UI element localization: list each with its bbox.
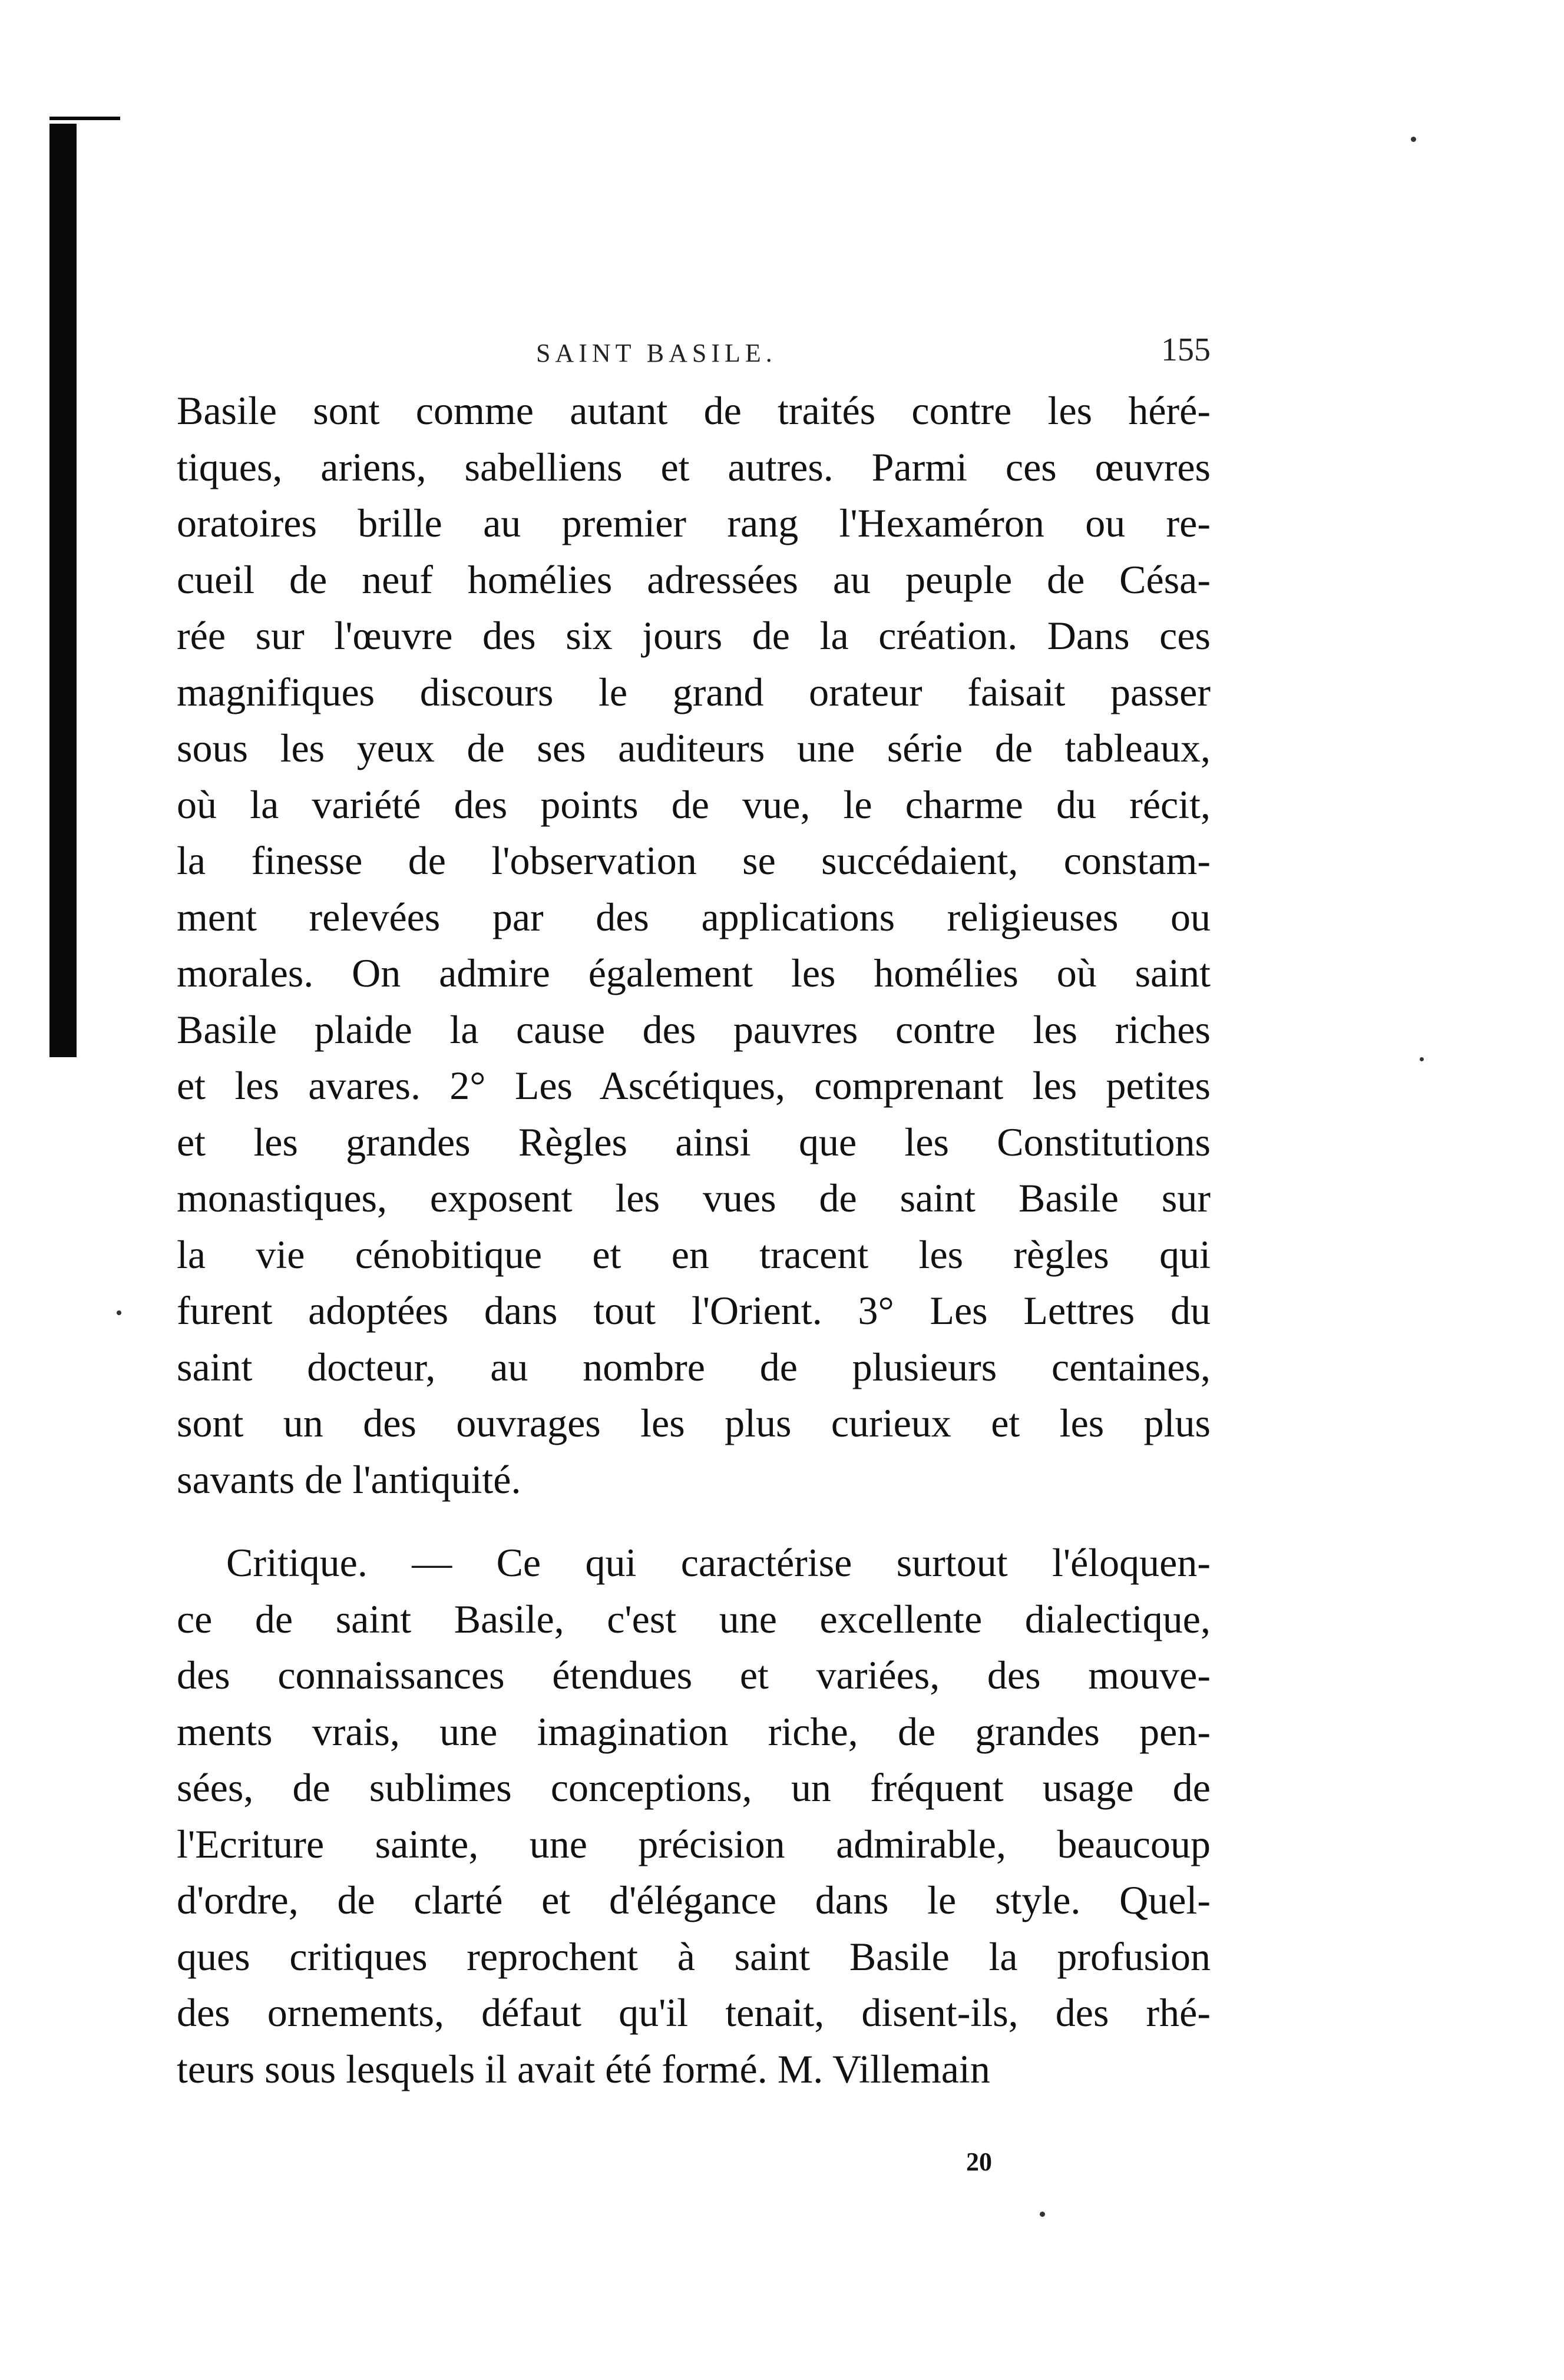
text-line: tiques, ariens, sabelliens et autres. Parmi ces œuvres xyxy=(177,444,1211,489)
text-line: la vie cénobitique et en tracent les règles qui xyxy=(177,1232,1211,1277)
scan-speck xyxy=(1411,137,1416,142)
text-line: rée sur l'œuvre des six jours de la création. Dans ces xyxy=(177,613,1211,658)
margin-tick-mark xyxy=(49,117,120,120)
text-line: des connaissances étendues et variées, des mouve- xyxy=(177,1653,1211,1697)
page-header xyxy=(177,325,1211,372)
text-line: des ornements, défaut qu'il tenait, disent-ils, des rhé- xyxy=(177,1990,1211,2035)
page-number: 155 xyxy=(1161,332,1211,368)
text-line: monastiques, exposent les vues de saint Basile sur xyxy=(177,1176,1211,1220)
text-line: et les avares. 2° Les Ascétiques, comprenant les petites xyxy=(177,1063,1211,1108)
body-text xyxy=(177,383,1211,2097)
text-line: où la variété des points de vue, le charme du récit, xyxy=(177,782,1211,827)
scan-speck xyxy=(1040,2212,1045,2217)
text-line: sont un des ouvrages les plus curieux et les plus xyxy=(177,1401,1211,1445)
text-line: oratoires brille au premier rang l'Hexaméron ou re- xyxy=(177,501,1211,545)
text-line: ques critiques reprochent à saint Basile la profusion xyxy=(177,1934,1211,1979)
text-line: la finesse de l'observation se succédaient, constam- xyxy=(177,838,1211,883)
text-line: cueil de neuf homélies adressées au peuple de Césa- xyxy=(177,557,1211,602)
scan-speck xyxy=(1420,1057,1424,1061)
text-line: Critique. — Ce qui caractérise surtout l'éloquen- xyxy=(226,1540,1211,1585)
text-line: magnifiques discours le grand orateur faisait passer xyxy=(177,669,1211,714)
text-line: l'Ecriture sainte, une précision admirable, beaucoup xyxy=(177,1821,1211,1866)
signature-number: 20 xyxy=(966,2147,992,2176)
text-line: ments vrais, une imagination riche, de grandes pen- xyxy=(177,1709,1211,1754)
text-line: saint docteur, au nombre de plusieurs centaines, xyxy=(177,1344,1211,1389)
running-title: SAINT BASILE. xyxy=(536,339,777,368)
text-line: savants de l'antiquité. xyxy=(177,1457,521,1502)
text-line: sées, de sublimes conceptions, un fréquent usage de xyxy=(177,1765,1211,1810)
text-line: et les grandes Règles ainsi que les Constitutions xyxy=(177,1119,1211,1164)
text-line: Basile sont comme autant de traités contre les héré- xyxy=(177,388,1211,433)
text-line: ment relevées par des applications religieuses ou xyxy=(177,894,1211,939)
text-line: Basile plaide la cause des pauvres contre les riches xyxy=(177,1007,1211,1052)
text-line: d'ordre, de clarté et d'élégance dans le style. Quel- xyxy=(177,1878,1211,1922)
scan-speck xyxy=(117,1310,121,1315)
margin-scan-bar xyxy=(49,124,77,1057)
text-line: ce de saint Basile, c'est une excellente dialectique, xyxy=(177,1596,1211,1641)
text-line: morales. On admire également les homélies où saint xyxy=(177,951,1211,995)
text-line: sous les yeux de ses auditeurs une série de tableaux, xyxy=(177,726,1211,770)
text-line: furent adoptées dans tout l'Orient. 3° Les Lettres du xyxy=(177,1288,1211,1333)
text-line: teurs sous lesquels il avait été formé. M. Villemain xyxy=(177,2046,990,2091)
